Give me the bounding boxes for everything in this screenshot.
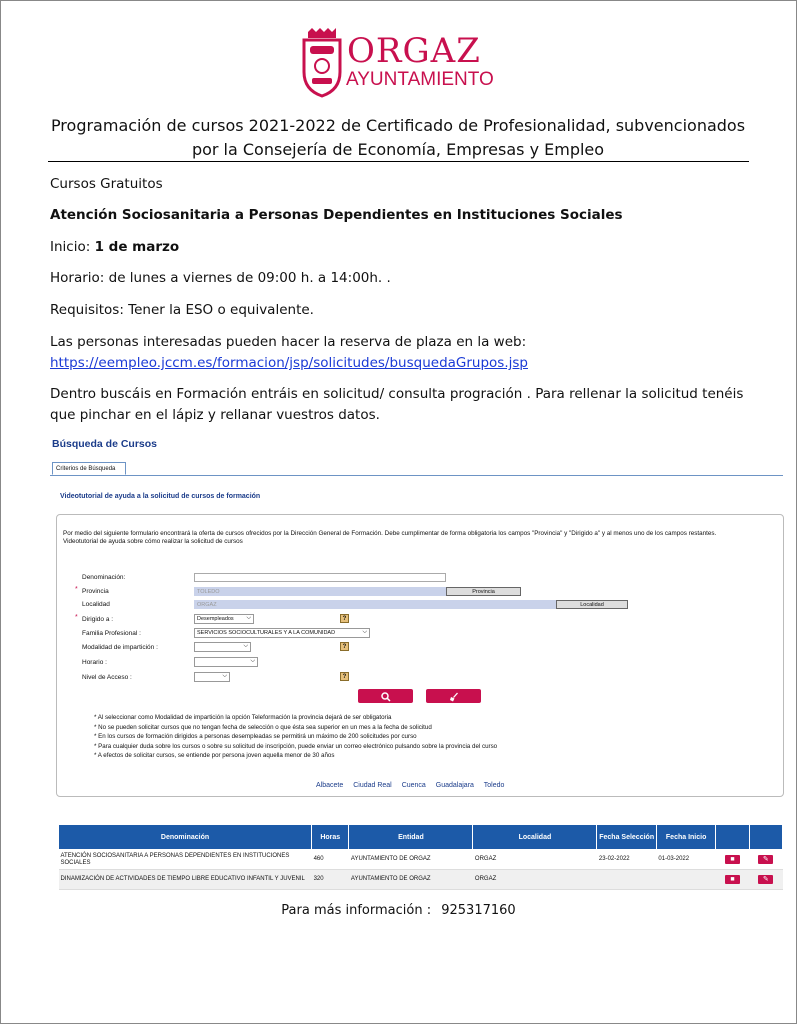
cell-denominacion: ATENCIÓN SOCIOSANITARIA A PERSONAS DEPENDIENTES EN INSTITUCIONES SOCIALES: [59, 850, 312, 870]
cell-entidad: AYUNTAMIENTO DE ORGAZ: [349, 870, 473, 890]
search-intro: [63, 530, 773, 545]
note-item: * No se pueden solicitar cursos que no tengan fecha de selección o que ésta sea superior en un mes a la fecha de solicitud: [94, 723, 432, 731]
localidad-button[interactable]: Localidad: [556, 600, 628, 609]
cell-localidad: ORGAZ: [473, 870, 597, 890]
familia-select[interactable]: SERVICIOS SOCIOCULTURALES Y A LA COMUNIDAD ⌵: [194, 628, 370, 638]
requirements-text: Requisitos: Tener la ESO o equivalente.: [50, 302, 314, 318]
registration-link[interactable]: https://eempleo.jccm.es/formacion/jsp/solicitudes/busquedaGrupos.jsp: [50, 355, 528, 371]
broom-icon: [449, 692, 459, 702]
label-familia: Familia Profesional :: [82, 630, 141, 637]
col-edit: [749, 825, 782, 850]
coat-of-arms-icon: [298, 26, 346, 98]
nivel-select[interactable]: [194, 672, 230, 682]
province-links: [316, 782, 512, 789]
cell-horas: 320: [312, 870, 349, 890]
col-details: [716, 825, 749, 850]
dirigido-select[interactable]: Desempleados ⌵: [194, 614, 254, 624]
provincia-button[interactable]: Provincia: [446, 587, 521, 596]
cell-horas: 460: [312, 850, 349, 870]
logo-subtitle: AYUNTAMIENTO: [346, 69, 494, 90]
required-mark: *: [75, 586, 78, 593]
cell-seleccion: 23-02-2022: [597, 850, 656, 870]
search-button[interactable]: [358, 689, 413, 703]
denominacion-input[interactable]: [194, 573, 446, 582]
page-title: Programación de cursos 2021-2022 de Certificado de Profesionalidad, subvencionados por la Consejería de Economía, Empresas y Empleo: [50, 116, 746, 159]
col-horas[interactable]: Horas: [312, 825, 349, 850]
province-link-cuenca[interactable]: Cuenca: [401, 782, 426, 789]
horario-select[interactable]: [194, 657, 258, 667]
cell-inicio: 01-03-2022: [656, 850, 715, 870]
intro-text: Por medio del siguiente formulario encontrará la oferta de cursos ofrecidos por la Dirección General de Formación. Debe cumplimentar de forma obligatoria los campos "Provincia" y "Dirigido a" y al menos uno de los campos restantes.: [63, 530, 717, 537]
pencil-icon[interactable]: ✎: [758, 855, 773, 864]
note-item: * A efectos de solicitar cursos, se entiende por persona joven aquella menor de 30 años: [94, 752, 335, 760]
label-denominacion: Denominación:: [82, 574, 126, 581]
video-tutorial-title: Videotutorial de ayuda a la solicitud de cursos de formación: [60, 493, 261, 500]
label-modalidad: Modalidad de impartición :: [82, 644, 158, 651]
course-search-screenshot: [50, 436, 785, 888]
start-value: 1 de marzo: [94, 239, 180, 255]
table-row: [59, 870, 783, 890]
province-link-toledo[interactable]: Toledo: [483, 782, 505, 789]
video-help-link[interactable]: Videotutorial de ayuda sobre cómo realizar la solicitud de cursos: [63, 537, 243, 545]
pencil-icon[interactable]: ✎: [758, 875, 773, 884]
province-link-ciudad-real[interactable]: Ciudad Real: [353, 782, 392, 789]
col-entidad[interactable]: Entidad: [349, 825, 473, 850]
start-label: Inicio:: [50, 239, 95, 255]
search-heading: Búsqueda de Cursos: [52, 438, 158, 450]
province-link-albacete[interactable]: Albacete: [316, 782, 344, 789]
document-icon[interactable]: ■: [725, 855, 740, 864]
search-notes: [94, 713, 764, 761]
tab-search-criteria[interactable]: Criterios de Búsqueda: [52, 462, 126, 475]
note-item: * En los cursos de formación dirigidos a personas desempleadas se permitirá un máximo de 200 solicitudes por curso: [94, 733, 417, 741]
cell-denominacion: DINAMIZACIÓN DE ACTIVIDADES DE TIEMPO LIBRE EDUCATIVO INFANTIL Y JUVENIL: [59, 870, 312, 890]
edit-cell: [749, 870, 782, 890]
help-icon[interactable]: ?: [340, 672, 349, 681]
note-item: * Para cualquier duda sobre los cursos o sobre su solicitud de inscripción, puede enviar un correo electrónico pulsando sobre la provincia del curso: [94, 742, 498, 750]
cell-localidad: ORGAZ: [473, 850, 597, 870]
instructions-text: Dentro buscáis en Formación entráis en solicitud/ consulta progración . Para rellenar la solicitud tenéis que pinchar en el lápiz y rellanar vuestros datos.: [50, 386, 744, 423]
table-header-row: [59, 825, 783, 850]
details-cell: [716, 850, 749, 870]
schedule-text: Horario: de lunes a viernes de 09:00 h. a 14:00h. .: [50, 270, 391, 286]
provincia-input: TOLEDO: [194, 587, 446, 596]
col-localidad[interactable]: Localidad: [473, 825, 597, 850]
table-row: [59, 850, 783, 870]
help-icon[interactable]: ?: [340, 642, 349, 651]
document-icon[interactable]: ■: [725, 875, 740, 884]
cell-seleccion: [597, 870, 656, 890]
search-icon: [381, 692, 391, 702]
reserve-text: Las personas interesadas pueden hacer la reserva de plaza en la web:: [50, 334, 527, 350]
contact-info: [0, 903, 797, 918]
start-line: [50, 237, 179, 258]
cell-inicio: [656, 870, 715, 890]
note-item: * Al seleccionar como Modalidad de impartición la opción Teleformación la provincia dejará de ser obligatoria: [94, 714, 392, 721]
label-dirigido: Dirigido a :: [82, 616, 114, 623]
course-name: Atención Sociosanitaria a Personas Dependientes en Instituciones Sociales: [50, 207, 623, 223]
logo-name: ORGAZ: [347, 31, 481, 71]
required-mark: *: [75, 614, 78, 621]
orgaz-logo: [298, 26, 498, 98]
clear-button[interactable]: [426, 689, 481, 703]
localidad-input: ORGAZ: [194, 600, 556, 609]
details-cell: [716, 870, 749, 890]
label-horario: Horario :: [82, 659, 107, 666]
tab-bar: [50, 463, 783, 476]
modalidad-select[interactable]: [194, 642, 251, 652]
label-provincia: Provincia: [82, 588, 109, 595]
phone-number: 925317160: [441, 903, 516, 918]
cell-entidad: AYUNTAMIENTO DE ORGAZ: [349, 850, 473, 870]
info-label: Para más información :: [281, 903, 432, 918]
col-fecha-inicio[interactable]: Fecha Inicio: [656, 825, 715, 850]
results-table: [58, 824, 783, 890]
reserve-paragraph: [50, 332, 750, 374]
label-nivel: Nivel de Acceso :: [82, 674, 132, 681]
province-link-guadalajara[interactable]: Guadalajara: [435, 782, 474, 789]
title-divider: [48, 161, 749, 162]
col-denominacion[interactable]: Denominación: [59, 825, 312, 850]
label-localidad: Localidad: [82, 601, 110, 608]
help-icon[interactable]: ?: [340, 614, 349, 623]
edit-cell: [749, 850, 782, 870]
free-courses-text: Cursos Gratuitos: [50, 176, 163, 192]
col-fecha-seleccion[interactable]: Fecha Selección: [597, 825, 656, 850]
